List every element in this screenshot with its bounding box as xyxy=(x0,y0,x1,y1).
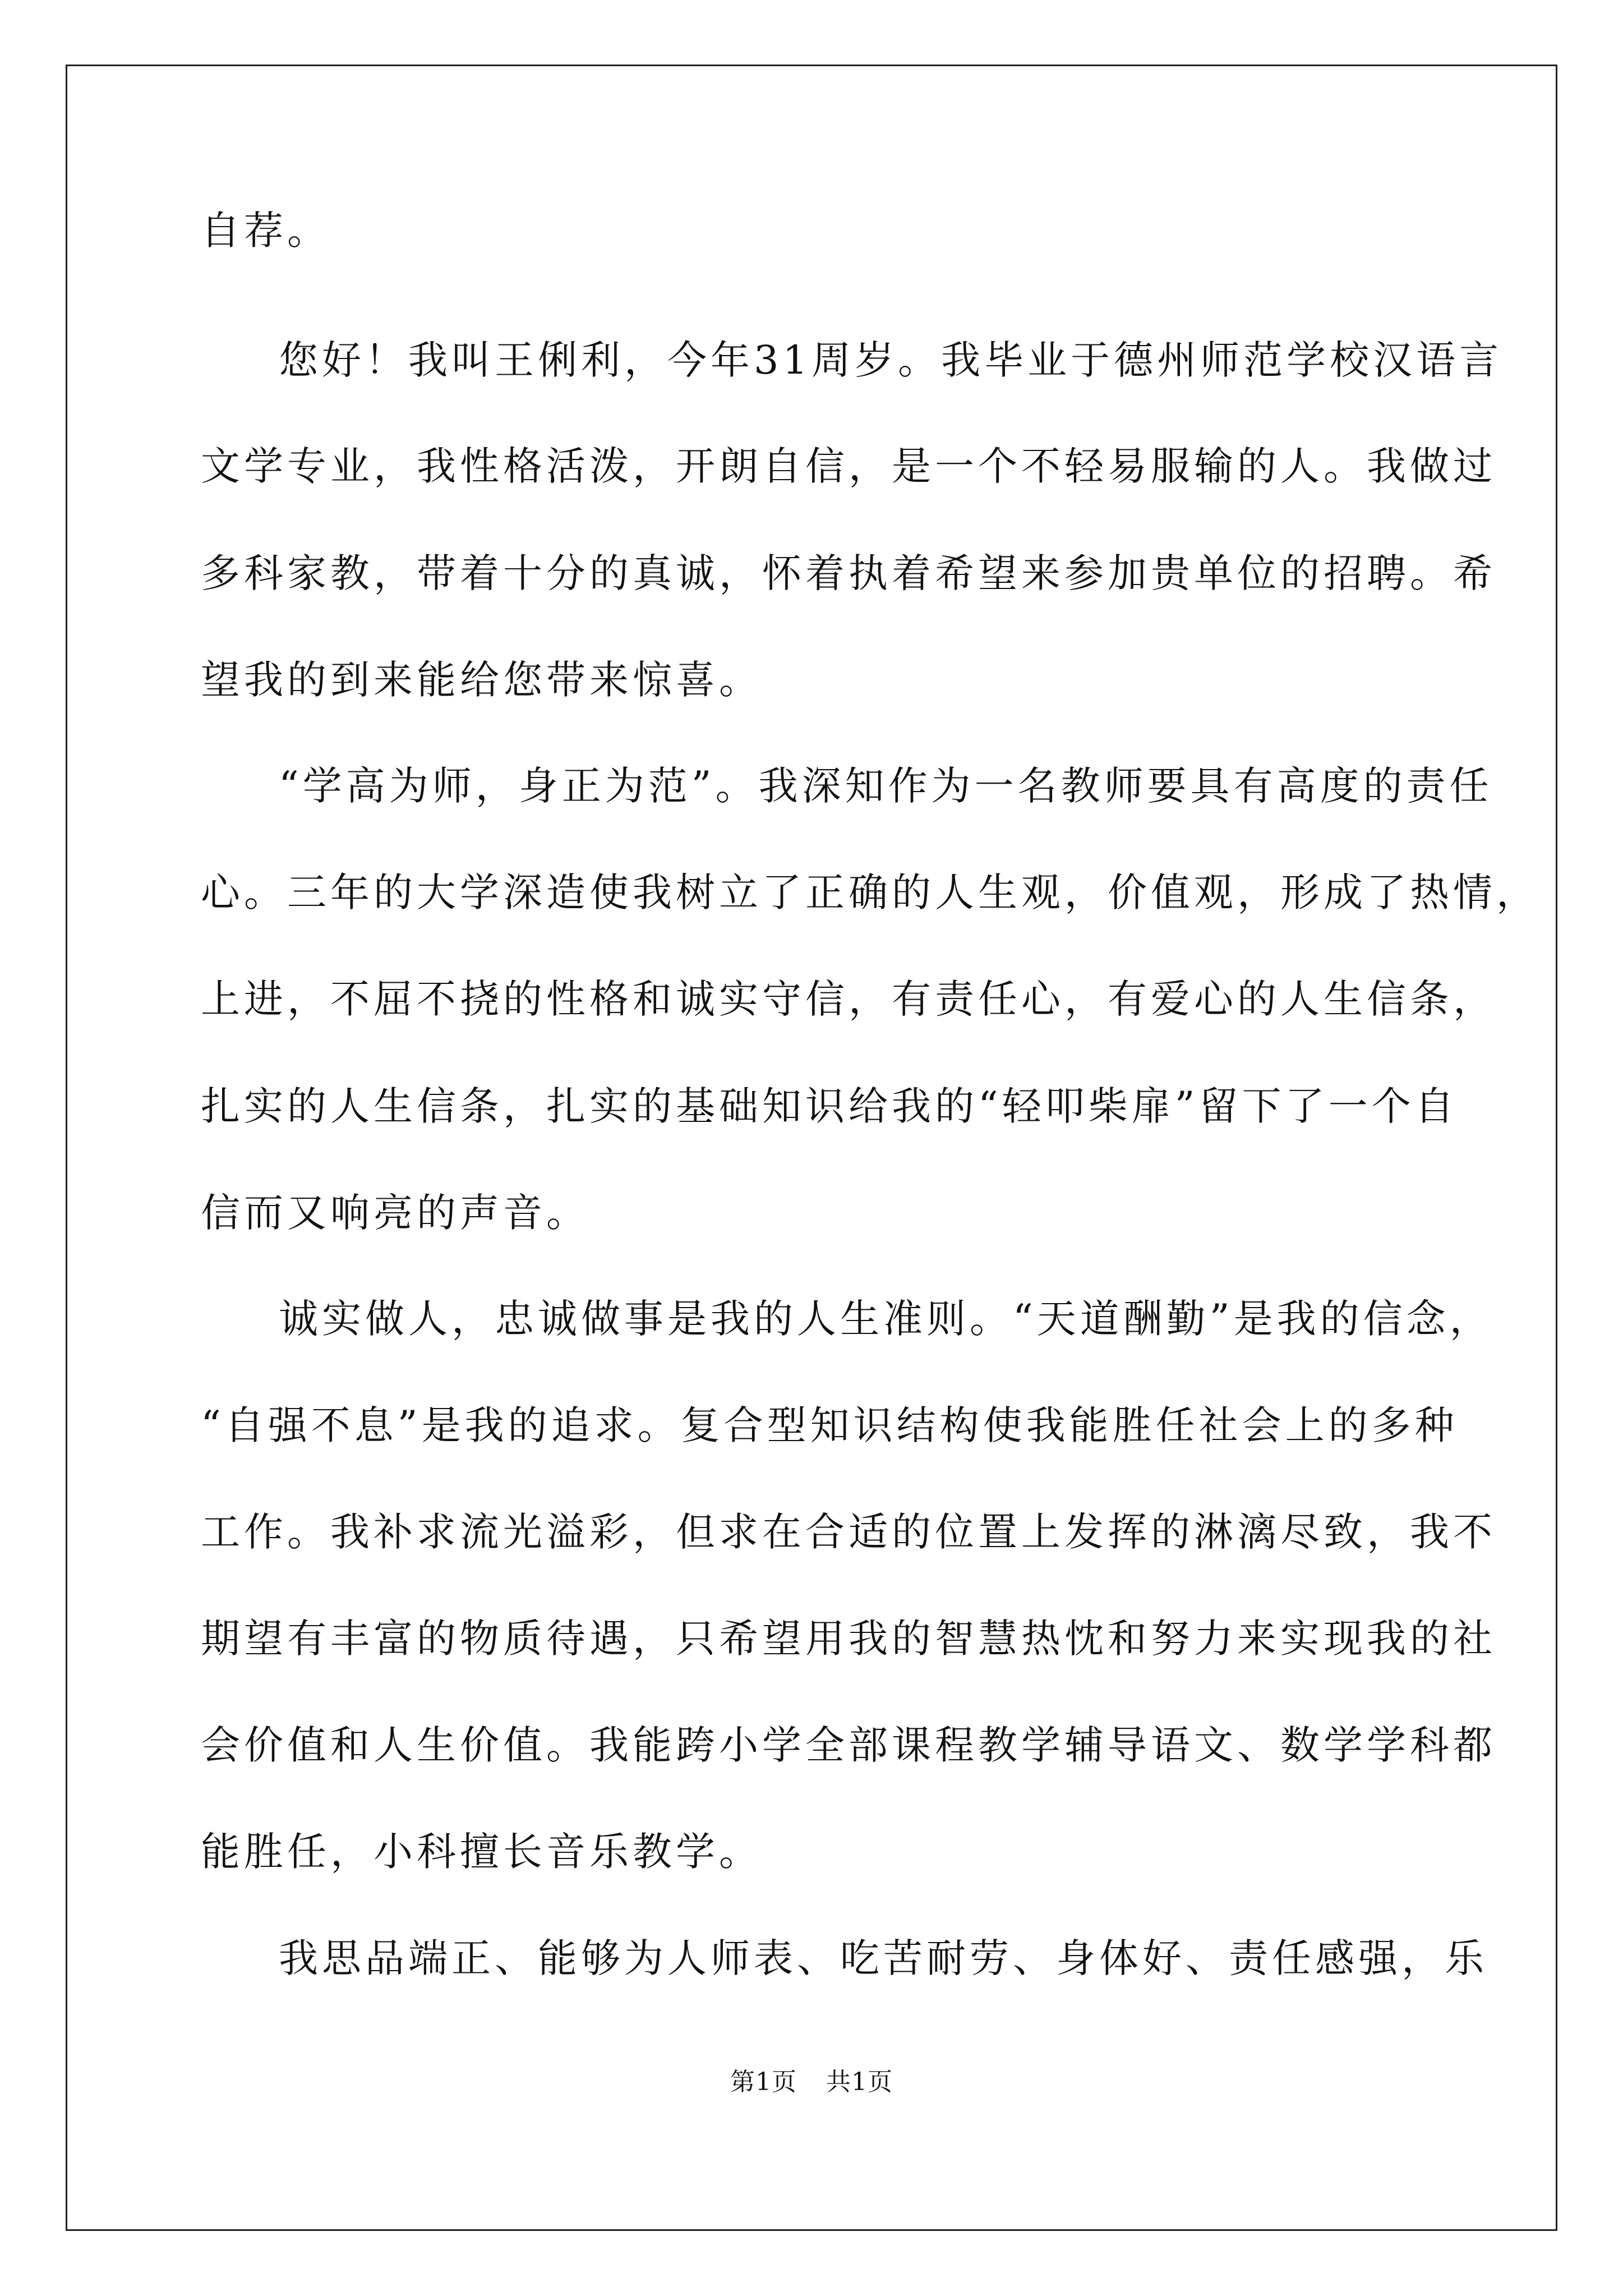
text-line: 上进，不屈不挠的性格和诚实守信，有责任心，有爱心的人生信条， xyxy=(201,976,1496,1022)
page-number: 第1页 xyxy=(730,2068,797,2096)
text-line: 您好！我叫王俐利，今年31周岁。我毕业于德州师范学校汉语言 xyxy=(279,337,1503,383)
text-line: 信而又响亮的声音。 xyxy=(201,1190,589,1236)
text-line: 工作。我补求流光溢彩，但求在合适的位置上发挥的淋漓尽致，我不 xyxy=(201,1509,1496,1555)
text-line: 期望有丰富的物质待遇，只希望用我的智慧热忱和努力来实现我的社 xyxy=(201,1616,1496,1662)
text-line: 多科家教，带着十分的真诚，怀着执着希望来参加贵单位的招聘。希 xyxy=(201,550,1496,596)
text-line: 心。三年的大学深造使我树立了正确的人生观，价值观，形成了热情， xyxy=(201,869,1539,915)
text-line: 会价值和人生价值。我能跨小学全部课程教学辅导语文、数学学科都 xyxy=(201,1722,1496,1768)
page-footer xyxy=(0,2065,1623,2099)
text-line: 望我的到来能给您带来惊喜。 xyxy=(201,657,762,703)
text-line: “自强不息”是我的追求。复合型知识结构使我能胜任社会上的多种 xyxy=(201,1402,1458,1448)
text-line: 能胜任，小科擅长音乐教学。 xyxy=(201,1829,762,1875)
text-line: “学高为师，身正为范”。我深知作为一名教师要具有高度的责任 xyxy=(279,763,1493,809)
text-line: 诚实做人，忠诚做事是我的人生准则。“天道酬勤”是我的信念， xyxy=(279,1296,1493,1342)
page-total: 共1页 xyxy=(826,2068,893,2096)
text-line: 扎实的人生信条，扎实的基础知识给我的“轻叩柴扉”留下了一个自 xyxy=(201,1083,1458,1129)
text-line: 我思品端正、能够为人师表、吃苦耐劳、身体好、责任感强，乐 xyxy=(279,1935,1488,1981)
text-line: 文学专业，我性格活泼，开朗自信，是一个不轻易服输的人。我做过 xyxy=(201,443,1496,489)
text-line: 自荐。 xyxy=(201,208,330,254)
